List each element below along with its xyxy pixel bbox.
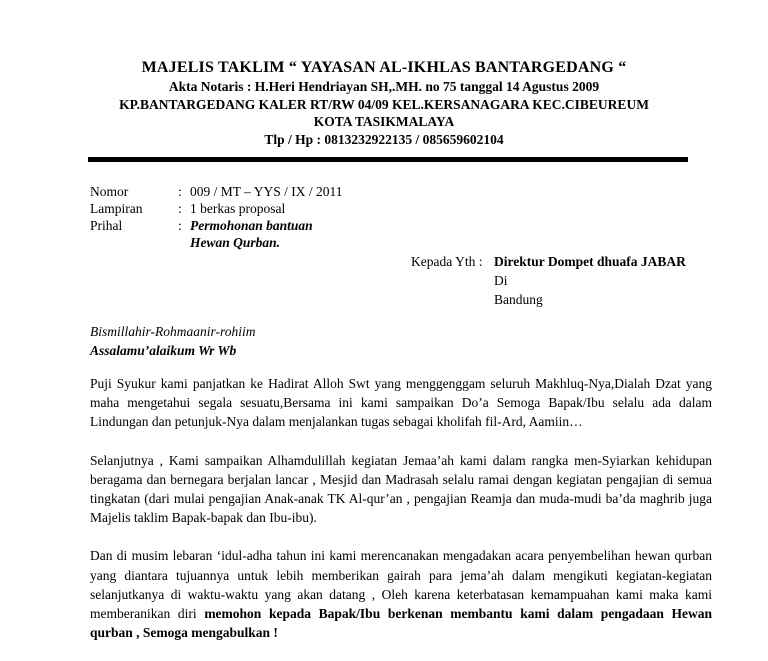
header-divider (88, 157, 688, 162)
lampiran-label: Lampiran (90, 201, 143, 216)
letterhead (0, 58, 768, 148)
recipient-city: Bandung (494, 292, 543, 307)
colon: : (178, 218, 182, 233)
nomor-label: Nomor (90, 184, 129, 199)
paragraph-3-request: memohon kepada Bapak/Ibu berkenan membantu kami dalam pengadaan Hewan qurban , Semoga mengabulkan ! (90, 606, 713, 641)
city-line: KOTA TASIKMALAYA (313, 114, 455, 129)
meta-row-prihal (90, 217, 343, 234)
paragraph-2: Selanjutnya , Kami sampaikan Alhamdulillah kegiatan Jemaa’ah kami dalam rangka men-Syiarkan kehidupan beragama dan bernegara berjalan lancar , Mesjid dan Madrasah selalu ramai dengan kegiatan pengajian di semua tingkatan (dari mulai pengajian Anak-anak TK Al-qur’an , pengajian Reamja dan muda-mudi ba’da maghrib juga Majelis taklim Bapak-bapak dan Ibu-ibu). (90, 452, 712, 526)
letter-meta (90, 183, 343, 251)
recipient-di: Di (494, 273, 508, 288)
paragraph-3-text: Dan di musim lebaran ‘idul-adha tahun ini kami merencanakan mengadakan acara penyembelihan hewan qurban yang diantara tujuannya untuk lebih memberikan gairah para jema’ah dalam mengikuti kegiatan-kegiatan selanjutkanya di waktu-waktu yang akan datang , Oleh karena keterbatasan kemampuahan kami maka kami memberanikan diri (90, 548, 712, 622)
nomor-value: 009 / MT – YYS / IX / 2011 (190, 184, 343, 199)
salutation (90, 322, 255, 360)
meta-row-lampiran (90, 200, 343, 217)
letter-body (90, 374, 712, 661)
recipient-block (411, 252, 686, 309)
address-line: KP.BANTARGEDANG KALER RT/RW 04/09 KEL.KERSANAGARA KEC.CIBEUREUM (119, 96, 649, 112)
recipient-label: Kepada Yth : (411, 254, 483, 269)
prihal-value-line2: Hewan Qurban. (190, 235, 281, 250)
lampiran-value: 1 berkas proposal (190, 201, 286, 216)
recipient-name: Direktur Dompet dhuafa JABAR (494, 254, 686, 269)
basmalah-line: Bismillahir-Rohmaanir-rohiim (90, 324, 256, 339)
notary-line: Akta Notaris : H.Heri Hendriayan SH,.MH. no 75 tanggal 14 Agustus 2009 (168, 79, 600, 94)
colon: : (178, 201, 182, 216)
paragraph-1: Puji Syukur kami panjatkan ke Hadirat Alloh Swt yang menggenggam seluruh Makhluq-Nya,Dialah Dzat yang maha mengetahui segala sesuatu,Bersama ini kami sampaikan Do’a Semoga Bapak/Ibu selalu ada dalam Lindungan dan petunjuk-Nya dalam menjalankan tugas sebagai kholifah fil-Ard, Aamiin… (90, 376, 712, 430)
meta-row-prihal-cont (90, 234, 343, 251)
prihal-value-line1: Permohonan bantuan (190, 218, 313, 233)
prihal-label: Prihal (90, 218, 123, 233)
colon: : (178, 184, 182, 199)
organization-title: MAJELIS TAKLIM “ YAYASAN AL-IKHLAS BANTARGEDANG “ (141, 59, 627, 76)
phone-line: Tlp / Hp : 0813232922135 / 085659602104 (264, 131, 504, 147)
meta-row-nomor (90, 183, 343, 200)
greeting-line: Assalamu’alaikum Wr Wb (90, 343, 237, 358)
paragraph-3 (90, 546, 712, 642)
